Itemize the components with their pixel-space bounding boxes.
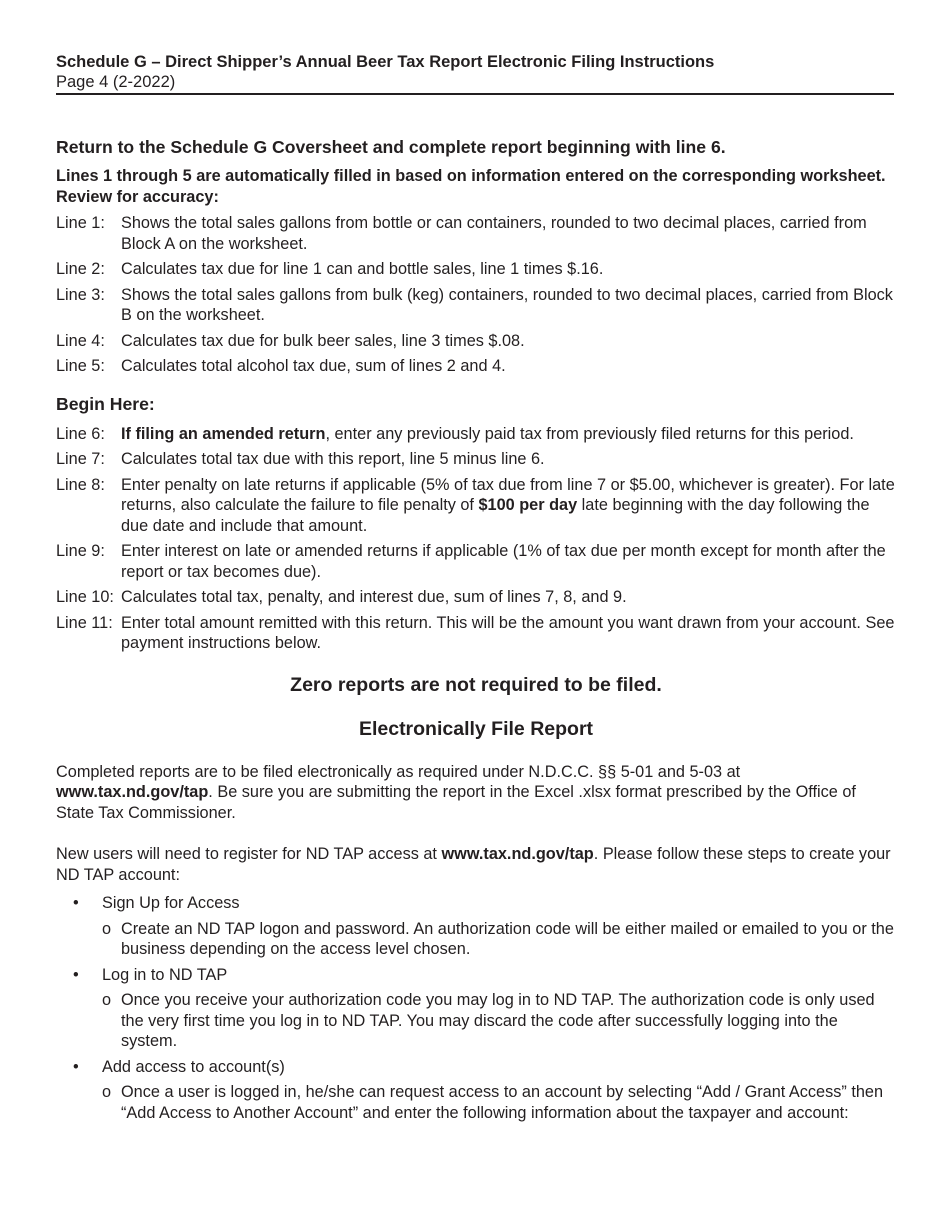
step-title: Log in to ND TAP [102, 965, 228, 984]
line-label: Line 3: [56, 285, 105, 304]
line-label: Line 4: [56, 331, 105, 350]
step-detail-text: Create an ND TAP logon and password. An authorization code will be either mailed or emailed to you or the business depending on the access level chosen. [121, 919, 894, 958]
return-heading: Return to the Schedule G Coversheet and complete report beginning with line 6. [56, 137, 726, 157]
line-text: Calculates total tax due with this report, line 5 minus line 6. [121, 450, 545, 468]
para-text: . Please follow these steps to create your ND TAP account: [56, 845, 891, 884]
bullet-icon: • [73, 965, 79, 984]
tap-link[interactable]: www.tax.nd.gov/tap [56, 783, 209, 801]
step-item [56, 965, 896, 986]
line-label: Line 9: [56, 542, 105, 560]
line-label: Line 8: [56, 475, 105, 494]
bullet-icon: • [73, 894, 79, 912]
line-item [56, 449, 896, 470]
header-page-number: Page 4 (2-2022) [56, 73, 176, 91]
step-detail-text: Once a user is logged in, he/she can request access to an account by selecting “Add / Grant Access” then “Add Access to Another Account” and enter the following information about the taxpayer and account: [121, 1083, 884, 1122]
step-title: Sign Up for Access [102, 894, 240, 912]
sub-bullet-icon: o [102, 919, 112, 938]
line-label: Line 6: [56, 424, 105, 443]
step-item [56, 1057, 896, 1078]
line-item [56, 285, 896, 326]
line-text: Shows the total sales gallons from bulk (keg) containers, rounded to two decimal places, carried from Block B on the worksheet. [121, 285, 893, 324]
line-item [56, 213, 896, 254]
efile-paragraph [56, 762, 896, 824]
line-item [56, 424, 896, 445]
line-text: Shows the total sales gallons from bottle or can containers, rounded to two decimal places, carried from Block A on the worksheet. [121, 214, 867, 253]
sub-bullet-icon: o [102, 991, 112, 1009]
penalty-emphasis: $100 per day [478, 496, 578, 514]
line-text: Enter total amount remitted with this return. This will be the amount you want drawn from your account. See payment instructions below. [121, 613, 895, 652]
line-item [56, 331, 896, 352]
step-detail [56, 919, 896, 960]
header-title: Schedule G – Direct Shipper’s Annual Beer Tax Report Electronic Filing Instructions [56, 53, 715, 71]
amended-return-emphasis: If filing an amended return [121, 424, 326, 443]
line-text [121, 475, 896, 537]
line-label: Line 11: [56, 613, 113, 632]
line-text: Calculates tax due for bulk beer sales, line 3 times $.08. [121, 331, 525, 350]
bullet-icon: • [73, 1057, 79, 1076]
page-header [56, 52, 894, 95]
auto-fill-note: Lines 1 through 5 are automatically filled in based on information entered on the corresponding worksheet. Review for accuracy: [56, 167, 886, 206]
sub-bullet-icon: o [102, 1083, 112, 1101]
line-item [56, 259, 896, 280]
line-label: Line 2: [56, 260, 105, 278]
line-item [56, 541, 896, 582]
line-text-part: late beginning with the day following the due date and include that amount. [121, 496, 870, 535]
line-item [56, 475, 896, 537]
begin-here-heading: Begin Here: [56, 393, 155, 414]
line-label: Line 7: [56, 450, 105, 468]
line-label: Line 5: [56, 357, 105, 375]
step-detail-text: Once you receive your authorization code you may log in to ND TAP. The authorization code is only used the very first time you log in to ND TAP. You may discard the code after successfully logging into the system. [121, 991, 875, 1050]
para-text: Completed reports are to be filed electronically as required under N.D.C.C. §§ 5-01 and 5-03 at [56, 762, 741, 781]
efile-heading: Electronically File Report [358, 717, 594, 740]
register-paragraph [56, 844, 896, 885]
line-text-rest: , enter any previously paid tax from previously filed returns for this period. [325, 424, 854, 443]
step-detail [56, 1082, 896, 1123]
line-item [56, 587, 896, 608]
line-text: Calculates total tax, penalty, and interest due, sum of lines 7, 8, and 9. [121, 588, 627, 606]
line-item [56, 613, 896, 654]
line-text [121, 424, 896, 445]
zero-reports-heading: Zero reports are not required to be filed. [290, 673, 662, 696]
line-text: Enter interest on late or amended returns if applicable (1% of tax due per month except for month after the report or tax becomes due). [121, 542, 886, 581]
line-text: Calculates total alcohol tax due, sum of lines 2 and 4. [121, 357, 506, 375]
line-text: Calculates tax due for line 1 can and bottle sales, line 1 times $.16. [121, 260, 604, 278]
line-item [56, 356, 896, 377]
step-title: Add access to account(s) [102, 1057, 285, 1076]
document-body [56, 137, 896, 1128]
tap-link[interactable]: www.tax.nd.gov/tap [441, 845, 594, 863]
line-text-part: Enter penalty on late returns if applicable (5% of tax due from line 7 or $5.00, whichever is greater). For late returns, also calculate the failure to file penalty of [121, 475, 895, 514]
para-text: . Be sure you are submitting the report in the Excel .xlsx format prescribed by the Office of State Tax Commissioner. [56, 783, 856, 822]
step-detail [56, 990, 896, 1052]
line-label: Line 10: [56, 588, 114, 606]
step-item [56, 893, 896, 914]
line-label: Line 1: [56, 214, 105, 232]
para-text: New users will need to register for ND TAP access at [56, 845, 442, 863]
